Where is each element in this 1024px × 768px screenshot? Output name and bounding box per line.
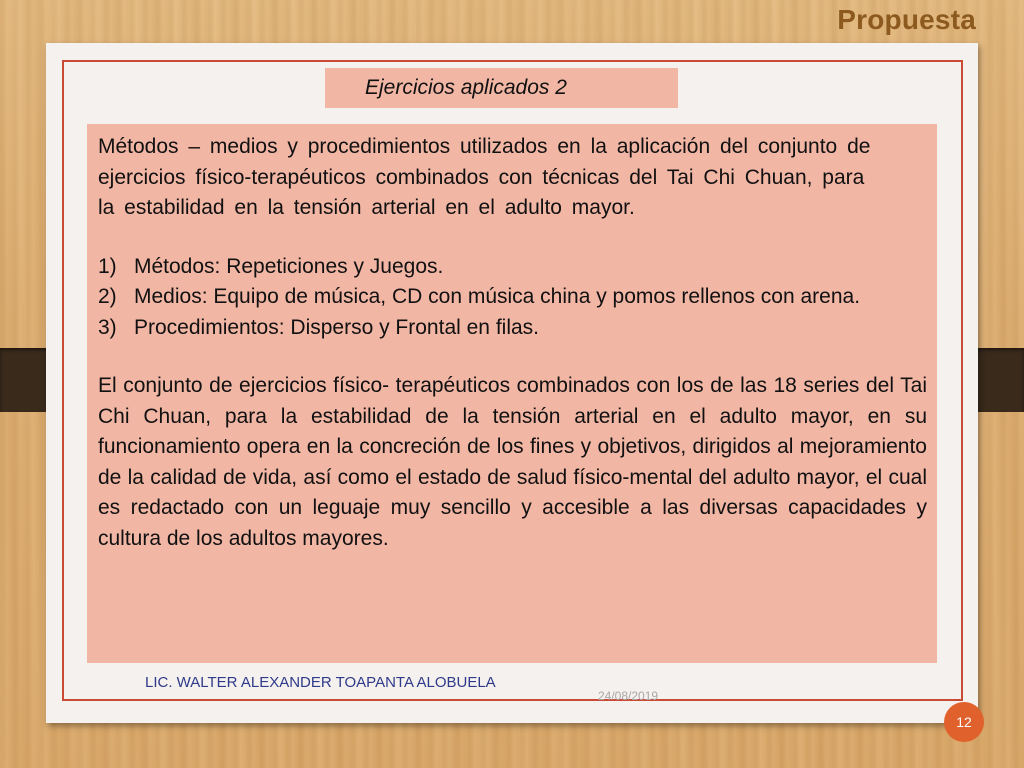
list-item-text: Procedimientos: Disperso y Frontal en filas. (134, 315, 539, 339)
intro-paragraph: Métodos – medios y procedimientos utilizados en la aplicación del conjunto de ejercicios físico-terapéuticos combinados con técnicas del Tai Chi Chuan, para la estabilidad en la tensión arterial en el adulto mayor. (98, 135, 871, 219)
list-item-number: 3) (98, 315, 117, 339)
list-item-number: 1) (98, 254, 117, 278)
list-item-text: Medios: Equipo de música, CD con música china y pomos rellenos con arena. (134, 285, 861, 308)
list-item-number: 2) (98, 285, 117, 308)
list-item-text: Métodos: Repeticiones y Juegos. (134, 254, 444, 278)
author-footer: LIC. WALTER ALEXANDER TOAPANTA ALOBUELA (145, 674, 496, 691)
content-box (87, 124, 937, 663)
subtitle-text: Ejercicios aplicados 2 (365, 76, 567, 99)
methods-list (98, 252, 927, 344)
list-item (98, 282, 927, 313)
subtitle-box (325, 68, 678, 108)
date-footer: 24/08/2019 (598, 689, 659, 703)
description-paragraph: El conjunto de ejercicios físico- terapéuticos combinados con los de las 18 series del Tai Chi Chuan, para la estabilidad de la tensión arterial en el adulto mayor, en su funcionamiento opera en la concreción de los fines y objetivos, dirigidos al mejoramiento de la calidad de vida, así como el estado de salud físico-mental del adulto mayor, el cual es redactado con un leguaje muy sencillo y accesible a las diversas capacidades y cultura de los adultos mayores. (98, 374, 927, 550)
list-item (98, 313, 927, 344)
list-item (98, 252, 927, 283)
slide-title: Propuesta (837, 4, 976, 35)
page-number-badge: 12 (944, 702, 984, 742)
